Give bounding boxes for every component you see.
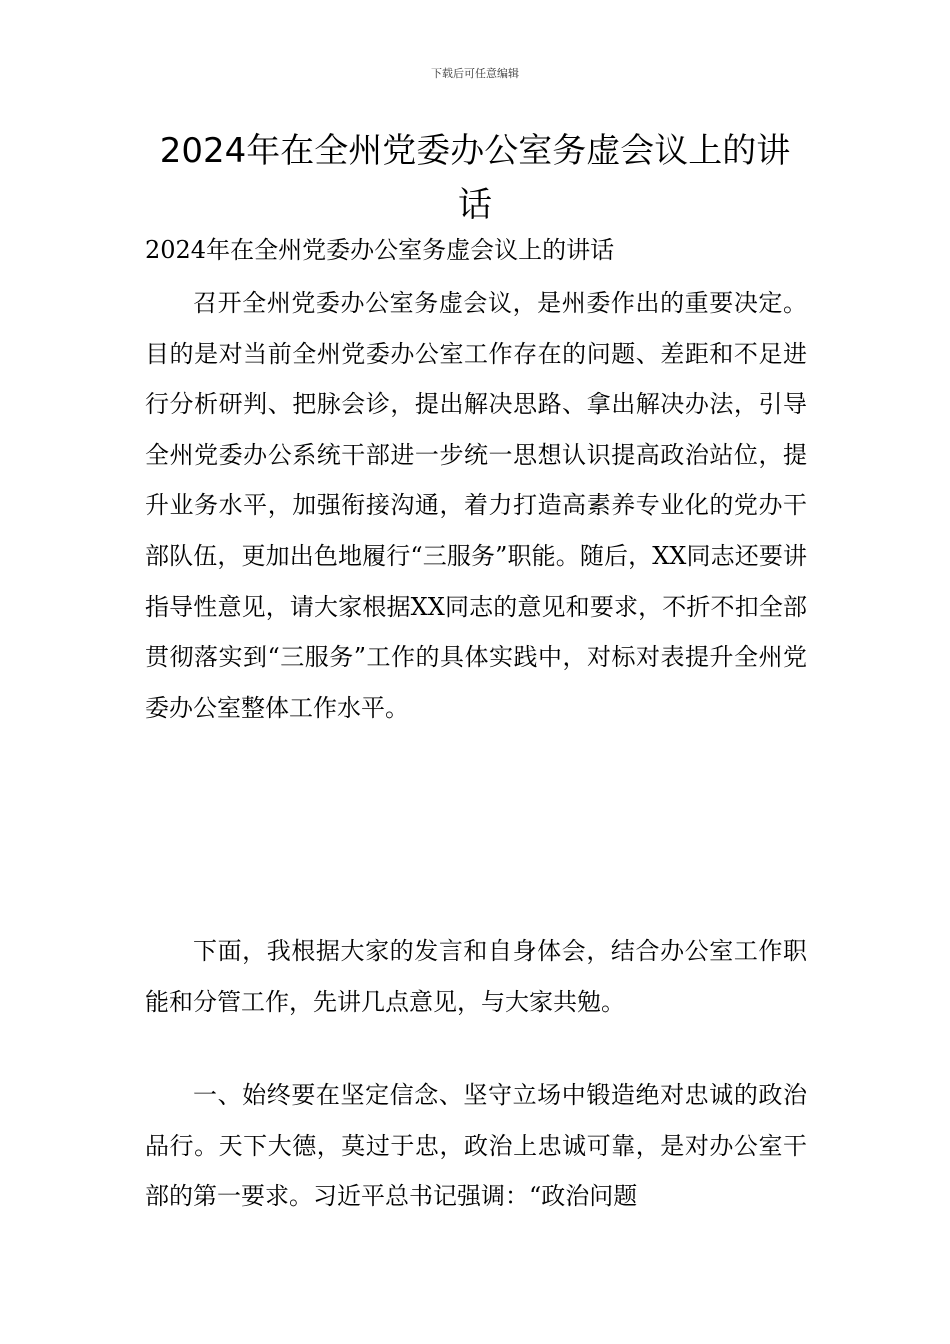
paragraph-intro: 召开全州党委办公室务虚会议，是州委作出的重要决定。目的是对当前全州党委办公室工作存在的问题、差距和不足进行分析研判、把脉会诊，提出解决思路、拿出解决办法，引导全州党委办公系统干部进一步统一思想认识提高政治站位，提升业务水平，加强衔接沟通，着力打造高素养专业化的党办干部队伍，更加出色地履行“三服务”职能。随后，XX同志还要讲指导性意见，请大家根据XX同志的意见和要求，不折不扣全部贯彻落实到“三服务”工作的具体实践中，对标对表提升全州党委办公室整体工作水平。 bbox=[145, 289, 807, 722]
paragraph-transition: 下面，我根据大家的发言和自身体会，结合办公室工作职能和分管工作，先讲几点意见，与大家共勉。 bbox=[145, 937, 807, 1016]
document-title: 2024年在全州党委办公室务虚会议上的讲话 bbox=[159, 131, 791, 225]
document-subtitle: 2024年在全州党委办公室务虚会议上的讲话 bbox=[145, 236, 615, 264]
header-note: 下载后可任意编辑 bbox=[431, 67, 519, 80]
paragraph-section-one: 一、始终要在坚定信念、坚守立场中锻造绝对忠诚的政治品行。天下大德，莫过于忠，政治上忠诚可靠，是对办公室干部的第一要求。习近平总书记强调：“政治问题 bbox=[145, 1081, 807, 1211]
